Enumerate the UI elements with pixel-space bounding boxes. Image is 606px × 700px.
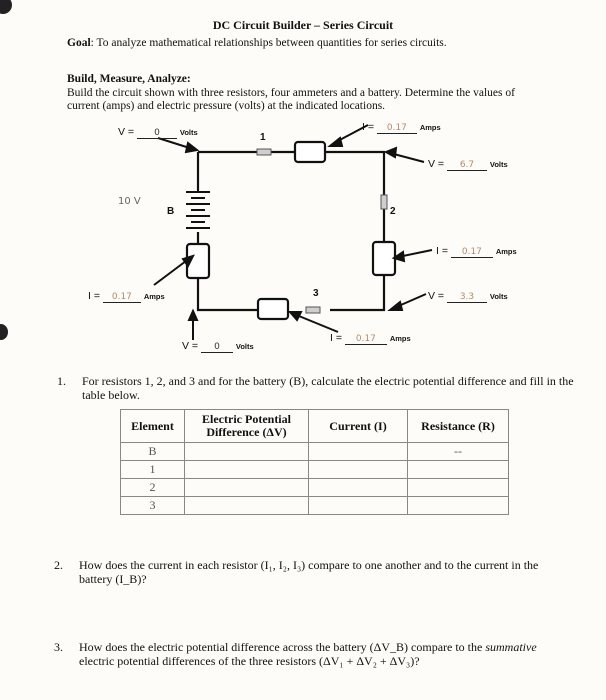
cell-element: 2 <box>121 479 185 497</box>
probe-arrow-v-r2-head <box>390 302 402 310</box>
probe-arrow-v-r1-head <box>386 148 396 157</box>
potential-table <box>120 409 509 515</box>
voltage-bottom-value: 0 <box>214 342 220 352</box>
table-row <box>121 479 509 497</box>
current-bottom-value: 0.17 <box>355 334 376 344</box>
goal-text: : To analyze mathematical relationships between quantities for series circuits. <box>90 37 447 49</box>
question-2-text: How does the current in each resistor (I₁, I₂, I₃) compare to one another and to the current in the battery (I_B)? <box>79 558 539 586</box>
battery-label: B <box>167 206 175 217</box>
voltage-reading-r2: V = 3.3 Volts <box>428 290 508 302</box>
probe-arrow-i-top-head <box>330 138 342 146</box>
current-reading-left: I = 0.17 Amps <box>88 290 165 302</box>
current-left-value: 0.17 <box>111 292 132 302</box>
cell-resistance[interactable] <box>408 497 509 515</box>
voltage-reading-r1: V = 6.7 Volts <box>428 158 508 170</box>
cell-potential[interactable] <box>185 461 309 479</box>
table-row <box>121 497 509 515</box>
table-row <box>121 443 509 461</box>
cell-potential[interactable] <box>185 479 309 497</box>
cell-element: B <box>121 443 185 461</box>
current-reading-bottom: I = 0.17 Amps <box>330 332 411 344</box>
ammeter-top <box>295 142 325 162</box>
question-3-text: How does the electric potential difference across the battery (ΔV_B) compare to the summative electric potential differences of the three resistors (ΔV₁ + ΔV₂ + ΔV₃)? <box>79 640 537 668</box>
summative-emphasis: summative <box>485 640 537 654</box>
goal-label: Goal <box>67 37 91 49</box>
table-row <box>121 461 509 479</box>
question-1-text: For resistors 1, 2, and 3 and for the battery (B), calculate the electric potential difference and fill in the table below. <box>82 374 574 402</box>
current-reading-r2: I = 0.17 Amps <box>436 245 517 257</box>
voltage-reading-top: V = 0 Volts <box>118 126 198 138</box>
probe-arrow-i-bottom-head <box>290 312 301 320</box>
voltage-r2-value: 3.3 <box>459 292 475 302</box>
cell-resistance: -- <box>408 443 509 461</box>
cell-current[interactable] <box>309 479 408 497</box>
cell-element: 3 <box>121 497 185 515</box>
resistor-1-label: 1 <box>260 132 266 143</box>
cell-current[interactable] <box>309 443 408 461</box>
cell-resistance[interactable] <box>408 461 509 479</box>
question-3-number: 3. <box>54 640 63 654</box>
ammeter-bottom <box>258 299 288 319</box>
cell-potential[interactable] <box>185 443 309 461</box>
voltage-top-value: 0 <box>154 128 160 138</box>
question-2-number: 2. <box>54 558 63 572</box>
battery-b <box>186 178 210 228</box>
section-intro: Build the circuit shown with three resistors, four ammeters and a battery. Determine the values of current (amps) and electric pressure (volts) at the indicated locations. <box>67 87 515 112</box>
table-header-row <box>121 410 509 443</box>
voltage-r1-value: 6.7 <box>459 160 475 170</box>
cell-current[interactable] <box>309 461 408 479</box>
resistor-2 <box>381 195 387 209</box>
header-element: Element <box>121 410 185 443</box>
current-reading-top: I = 0.17 Amps <box>362 121 441 133</box>
cell-current[interactable] <box>309 497 408 515</box>
probe-arrow-v-top-head <box>186 143 197 152</box>
question-1-number: 1. <box>57 374 66 388</box>
wire-right-bottom <box>330 275 384 310</box>
cell-potential[interactable] <box>185 497 309 515</box>
battery-note: 10 V <box>118 196 141 207</box>
resistor-2-label: 2 <box>390 206 396 217</box>
header-current: Current (I) <box>309 410 408 443</box>
voltage-reading-bottom: V = 0 Volts <box>182 340 254 352</box>
current-top-value: 0.17 <box>386 123 407 133</box>
ammeter-right <box>373 242 395 275</box>
cell-resistance[interactable] <box>408 479 509 497</box>
page-title: DC Circuit Builder – Series Circuit <box>212 18 394 32</box>
header-resistance: Resistance (R) <box>408 410 509 443</box>
resistor-3 <box>306 307 320 313</box>
header-potential-difference: Electric Potential Difference (ΔV) <box>185 410 309 443</box>
current-r2-value: 0.17 <box>461 247 482 257</box>
cell-element: 1 <box>121 461 185 479</box>
wire-top-right <box>325 152 384 242</box>
probe-arrow-i-bottom <box>294 314 338 332</box>
section-heading: Build, Measure, Analyze: <box>67 73 191 85</box>
resistor-1 <box>257 149 271 155</box>
resistor-3-label: 3 <box>313 288 319 299</box>
probe-arrow-v-bottom-head <box>189 311 197 320</box>
